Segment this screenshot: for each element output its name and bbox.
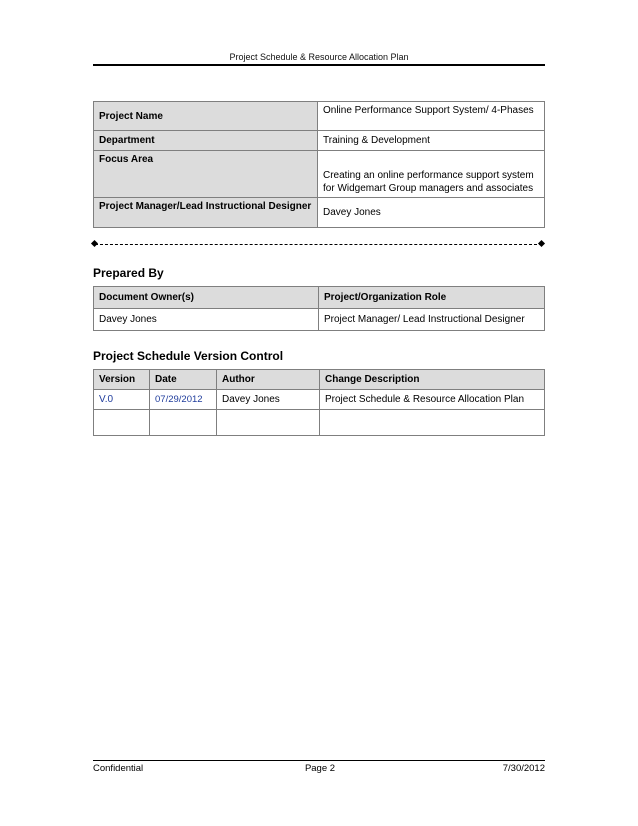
table-row bbox=[94, 410, 545, 436]
divider-bullet-left bbox=[91, 240, 98, 247]
project-name-value: Online Performance Support System/ 4-Phases bbox=[318, 102, 545, 131]
table-row bbox=[94, 309, 545, 331]
focus-area-value: Creating an online performance support system for Widgemart Group managers and associates bbox=[318, 151, 545, 198]
version-control-table bbox=[93, 369, 545, 436]
table-header-row bbox=[94, 370, 545, 390]
footer-page-number: Page 2 bbox=[304, 763, 336, 774]
version-cell: V.0 bbox=[94, 390, 150, 410]
table-row bbox=[94, 102, 545, 131]
role-header: Project/Organization Role bbox=[319, 287, 545, 309]
table-row bbox=[94, 390, 545, 410]
role-cell: Project Manager/ Lead Instructional Designer bbox=[319, 309, 545, 331]
footer-date: 7/30/2012 bbox=[502, 763, 545, 774]
table-row bbox=[94, 131, 545, 151]
project-manager-label: Project Manager/Lead Instructional Designer bbox=[94, 198, 318, 228]
change-description-cell: Project Schedule & Resource Allocation Plan bbox=[320, 390, 545, 410]
author-header: Author bbox=[217, 370, 320, 390]
table-row bbox=[94, 151, 545, 198]
focus-area-label: Focus Area bbox=[94, 151, 318, 198]
table-row bbox=[94, 198, 545, 228]
table-header-row bbox=[94, 287, 545, 309]
section-divider bbox=[95, 244, 542, 245]
project-manager-value: Davey Jones bbox=[318, 198, 545, 228]
footer-rule bbox=[93, 760, 545, 761]
document-owner-header: Document Owner(s) bbox=[94, 287, 319, 309]
version-header: Version bbox=[94, 370, 150, 390]
prepared-by-heading: Prepared By bbox=[93, 266, 164, 280]
project-info-table bbox=[93, 101, 545, 228]
empty-cell bbox=[217, 410, 320, 436]
department-label: Department bbox=[94, 131, 318, 151]
change-description-header: Change Description bbox=[320, 370, 545, 390]
project-name-label: Project Name bbox=[94, 102, 318, 131]
department-value: Training & Development bbox=[318, 131, 545, 151]
header-rule bbox=[93, 64, 545, 66]
document-owner-cell: Davey Jones bbox=[94, 309, 319, 331]
author-cell: Davey Jones bbox=[217, 390, 320, 410]
empty-cell bbox=[150, 410, 217, 436]
date-header: Date bbox=[150, 370, 217, 390]
version-control-heading: Project Schedule Version Control bbox=[93, 349, 284, 363]
date-cell: 07/29/2012 bbox=[150, 390, 217, 410]
empty-cell bbox=[94, 410, 150, 436]
page-header-title: Project Schedule & Resource Allocation Plan bbox=[229, 52, 409, 62]
empty-cell bbox=[320, 410, 545, 436]
footer-confidential: Confidential bbox=[93, 763, 144, 774]
prepared-by-table bbox=[93, 286, 545, 331]
divider-bullet-right bbox=[538, 240, 545, 247]
